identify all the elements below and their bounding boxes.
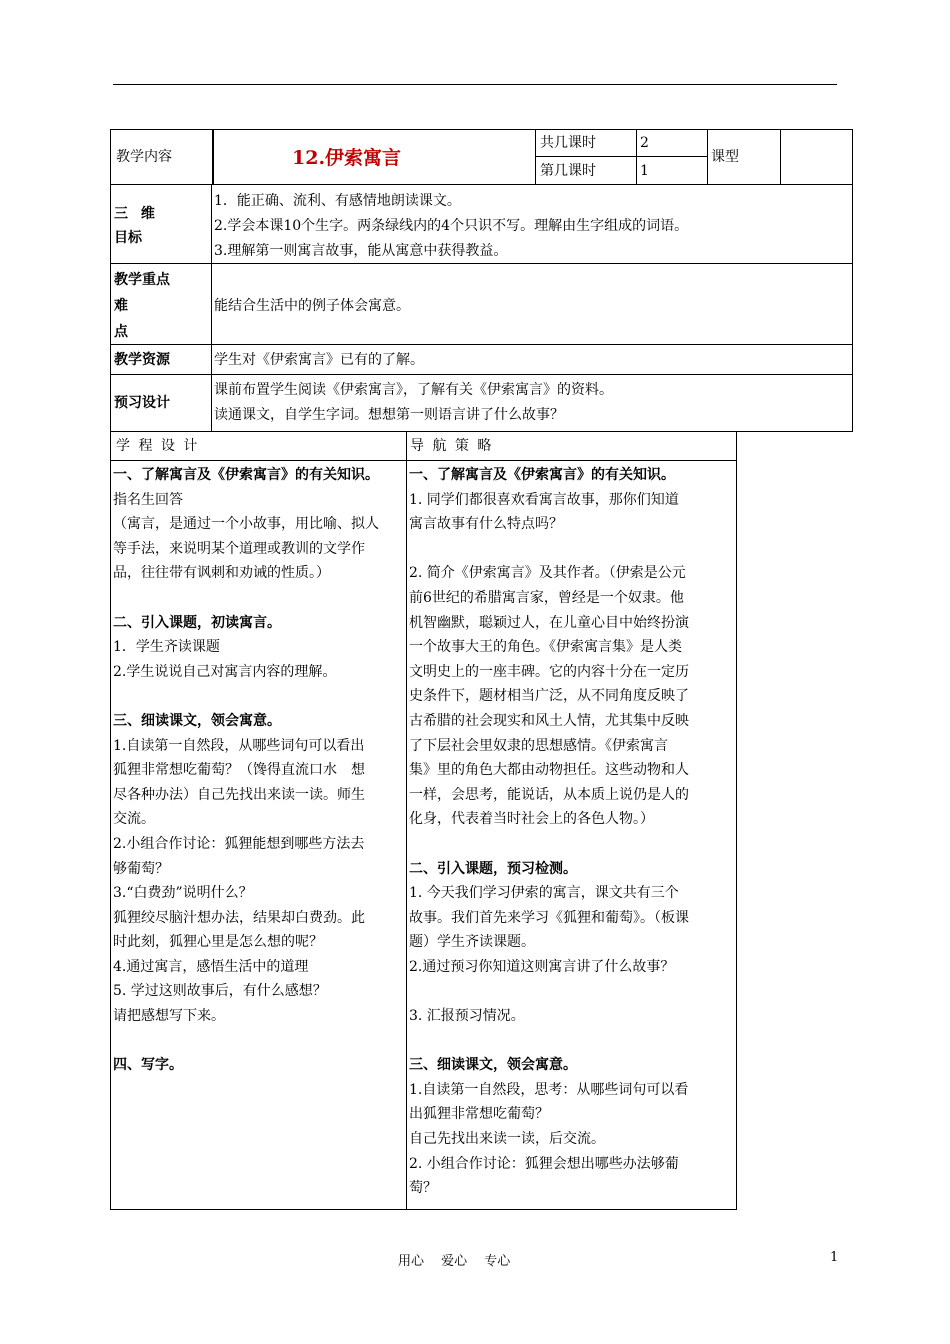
- lesson-type-label: 课型: [711, 149, 739, 165]
- body-line: （寓言，是通过一个小故事，用比喻、拟人: [113, 516, 379, 533]
- body-line: 等手法，来说明某个道理或教训的文学作: [113, 540, 365, 557]
- body-line: 3.“白费劲”说明什么？: [113, 885, 253, 902]
- body-line: 自己先找出来读一读，后交流。: [409, 1131, 605, 1148]
- body-line: 寓言故事有什么特点吗？: [409, 516, 563, 533]
- body-line: 前6世纪的希腊寓言家，曾经是一个奴隶。他: [409, 589, 684, 606]
- body-line: 文明史上的一座丰碑。它的内容十分在一定历: [409, 663, 689, 680]
- body-line: [409, 979, 737, 1004]
- goal-item-1: 1．能正确、流利、有感情地朗读课文。: [214, 193, 461, 209]
- body-line: 尽各种办法）自己先找出来读一读。师生: [113, 786, 365, 803]
- preview-label: 预习设计: [114, 395, 170, 411]
- study-design-heading: 学 程 设 计: [116, 438, 200, 454]
- body-line: 古希腊的社会现实和风土人情，尤其集中反映: [409, 712, 689, 729]
- body-line: [409, 832, 737, 857]
- body-line: 一样，会思考，能说话，从本质上说仍是人的: [409, 786, 689, 803]
- goals-label-line2: 目标: [114, 230, 142, 246]
- body-line: [409, 1029, 737, 1054]
- body-line: 出狐狸非常想吃葡萄？: [409, 1106, 549, 1123]
- body-line: 2.通过预习你知道这则寓言讲了什么故事？: [409, 958, 675, 975]
- body-line: 指名生回答: [113, 491, 183, 508]
- body-line: 1.自读第一自然段，思考：从哪些词句可以看: [409, 1081, 689, 1098]
- body-line: 1. 今天我们学习伊索的寓言，课文共有三个: [409, 885, 679, 902]
- key-points-label-line3: 点: [114, 324, 128, 340]
- body-line: [113, 586, 407, 611]
- section-heading: 一、了解寓言及《伊索寓言》的有关知识。: [409, 467, 675, 483]
- section-heading: 一、了解寓言及《伊索寓言》的有关知识。: [113, 467, 379, 483]
- body-line: 4.通过寓言，感悟生活中的道理: [113, 958, 309, 975]
- body-line: 品，往往带有讽刺和劝诫的性质。）: [113, 565, 330, 582]
- body-line: 化身，代表着当时社会上的各色人物。）: [409, 811, 654, 828]
- body-line: 2.小组合作讨论：狐狸能想到哪些方法去: [113, 835, 365, 852]
- body-line: 萄？: [409, 1180, 437, 1197]
- body-line: 狐狸非常想吃葡萄？（馋得直流口水 想: [113, 762, 365, 779]
- key-points-text: 能结合生活中的例子体会寓意。: [214, 298, 410, 314]
- body-line: 题）学生齐读课题。: [409, 934, 535, 951]
- body-line: 时此刻，狐狸心里是怎么想的呢？: [113, 934, 323, 951]
- goal-item-2: 2.学会本课10个生字。两条绿线内的4个只识不写。理解由生字组成的词语。: [214, 218, 689, 234]
- lesson-title: 12.伊索寓言: [292, 147, 402, 169]
- body-line: 1. 同学们都很喜欢看寓言故事，那你们知道: [409, 491, 679, 508]
- guide-strategy-heading: 导 航 策 略: [410, 438, 494, 454]
- body-line: 请把感想写下来。: [113, 1008, 225, 1025]
- period-no-value: 1: [640, 163, 649, 179]
- section-heading: 二、引入课题，预习检测。: [409, 860, 577, 877]
- body-line: 够葡萄？: [113, 860, 169, 877]
- goals-label-line1: 三 维: [114, 206, 159, 222]
- section-heading: 二、引入课题，初读寓言。: [113, 614, 281, 631]
- body-line: 故事。我们首先来学习《狐狸和葡萄》。（板课: [409, 909, 689, 926]
- period-no-label: 第几课时: [540, 163, 596, 179]
- preview-line-2: 读通课文，自学生字词。想想第一则语言讲了什么故事？: [214, 407, 564, 423]
- body-line: 了下层社会里奴隶的思想感情。《伊索寓言: [409, 737, 668, 754]
- body-line: 2. 简介《伊索寓言》及其作者。（伊索是公元: [409, 565, 686, 582]
- content-label: 教学内容: [116, 149, 172, 165]
- body-line: [113, 684, 407, 709]
- section-heading: 四、写字。: [113, 1057, 183, 1074]
- page-number: 1: [830, 1250, 839, 1265]
- section-heading: 三、细读课文，领会寓意。: [409, 1057, 577, 1074]
- body-line: 交流。: [113, 811, 155, 828]
- body-line: 2. 小组合作讨论：狐狸会想出哪些办法够葡: [409, 1155, 679, 1172]
- body-line: 2.学生说说自己对寓言内容的理解。: [113, 663, 337, 680]
- body-line: [113, 1029, 407, 1054]
- body-line: 1．学生齐读课题: [113, 639, 220, 656]
- body-line: 机智幽默，聪颖过人，在儿童心目中始终扮演: [409, 614, 689, 631]
- goal-item-3: 3.理解第一则寓言故事，能从寓意中获得教益。: [214, 243, 508, 259]
- body-line: 1.自读第一自然段，从哪些词句可以看出: [113, 737, 365, 754]
- total-periods-label: 共几课时: [540, 135, 596, 151]
- body-line: 集》里的角色大都由动物担任。这些动物和人: [409, 762, 689, 779]
- resources-text: 学生对《伊索寓言》已有的了解。: [214, 352, 424, 368]
- body-line: 5. 学过这则故事后，有什么感想？: [113, 983, 327, 1000]
- study-design-body: [113, 463, 407, 1078]
- resources-label: 教学资源: [114, 352, 170, 368]
- header-rule: [113, 84, 837, 85]
- body-line: 史条件下，题材相当广泛，从不同角度反映了: [409, 688, 689, 705]
- body-line: 3. 汇报预习情况。: [409, 1008, 525, 1025]
- total-periods-value: 2: [640, 135, 649, 151]
- key-points-label-line2: 难: [114, 298, 128, 314]
- guide-strategy-body: [409, 463, 737, 1201]
- body-line: 狐狸绞尽脑汁想办法，结果却白费劲。此: [113, 909, 365, 926]
- body-line: [409, 537, 737, 562]
- lesson-type-value-cell: [780, 129, 853, 185]
- body-line: 一个故事大王的角色。《伊索寓言集》是人类: [409, 639, 682, 656]
- preview-line-1: 课前布置学生阅读《伊索寓言》，了解有关《伊索寓言》的资料。: [214, 382, 613, 398]
- footer-motto: 用心 爱心 专心: [398, 1254, 511, 1269]
- key-points-label-line1: 教学重点: [114, 272, 170, 288]
- section-heading: 三、细读课文，领会寓意。: [113, 712, 281, 729]
